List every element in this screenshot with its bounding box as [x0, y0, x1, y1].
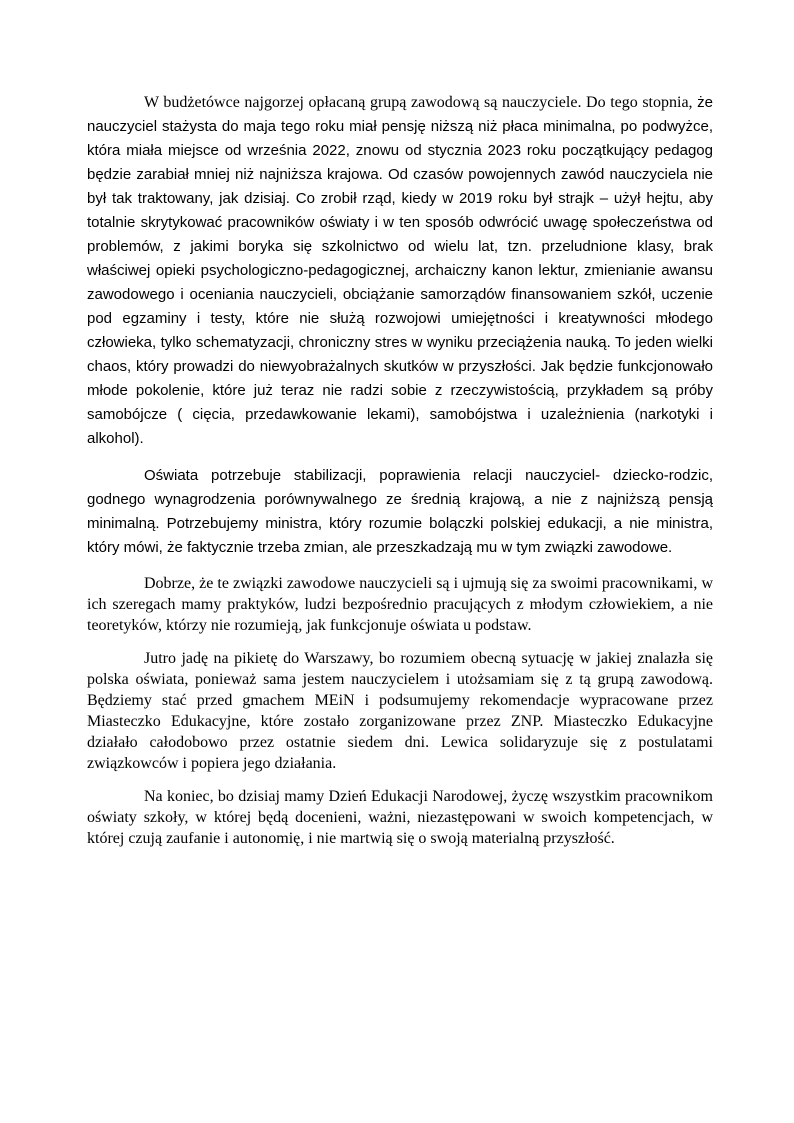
- paragraph-4: [87, 648, 713, 774]
- paragraph-5: [87, 786, 713, 849]
- paragraph-3: [87, 573, 713, 636]
- paragraph-1: [87, 91, 713, 451]
- paragraph-2: [87, 464, 713, 560]
- text-run-sans: że nauczyciel stażysta do maja tego roku miał pensję niższą niż płaca minimalna, po podwyżce, która miała miejsce od września 2022, znowu od stycznia 2023 roku początkujący pedagog będzie zarabiał mniej niż najniższa krajowa. Od czasów powojennych zawód nauczyciela nie był tak traktowany, jak dzisiaj. Co zrobił rząd, kiedy w 2019 roku był strajk – użył hejtu, aby totalnie skrytykować pracowników oświaty i w ten sposób odwrócić uwagę społeczeństwa od problemów, z jakimi boryka się szkolnictwo od wielu lat, tzn. przeludnione klasy, brak właściwej opieki psychologiczno-pedagogicznej, archaiczny kanon lektur, zmienianie awansu zawodowego i oceniania nauczycieli, obciążanie samorządów finansowaniem szkół, uczenie pod egzaminy i testy, które nie służą rozwojowi umiejętności i kreatywności młodego człowieka, tylko schematyzacji, chroniczny stres w wyniku przeciążenia nauką. To jeden wielki chaos, który prowadzi do niewyobrażalnych skutków w przyszłości. Jak będzie funkcjonowało młode pokolenie, które już teraz nie radzi sobie z rzeczywistością, przykładem są próby samobójcze ( cięcia, przedawkowanie lekami), samobójstwa i uzależnienia (narkotyki i alkohol).: [87, 94, 713, 447]
- text-run-serif: W budżetówce najgorzej opłacaną grupą zawodową są nauczyciele. Do tego stopnia,: [144, 94, 698, 111]
- text-run-sans: Oświata potrzebuje stabilizacji, poprawienia relacji nauczyciel- dziecko-rodzic, godnego wynagrodzenia porównywalnego ze średnią krajową, a nie z najniższą pensją minimalną. Potrzebujemy ministra, który rozumie bolączki polskiej edukacji, a nie ministra, który mówi, że faktycznie trzeba zmian, ale przeszkadzają mu w tym związki zawodowe.: [87, 467, 713, 556]
- text-run-serif: Jutro jadę na pikietę do Warszawy, bo rozumiem obecną sytuację w jakiej znalazła się polska oświata, ponieważ sama jestem nauczycielem i utożsamiam się z tą grupą zawodową. Będziemy stać przed gmachem MEiN i podsumujemy rekomendacje wypracowane przez Miasteczko Edukacyjne, które zostało zorganizowane przez ZNP. Miasteczko Edukacyjne działało całodobowo przez ostatnie siedem dni. Lewica solidaryzuje się z postulatami związkowców i popiera jego działania.: [87, 650, 713, 772]
- document-body: [87, 91, 713, 861]
- text-run-serif: Dobrze, że te związki zawodowe nauczycieli są i ujmują się za swoimi pracownikami, w ich szeregach mamy praktyków, ludzi bezpośrednio pracujących z młodym człowiekiem, a nie teoretyków, którzy nie rozumieją, jak funkcjonuje oświata u podstaw.: [87, 575, 713, 634]
- text-run-serif: Na koniec, bo dzisiaj mamy Dzień Edukacji Narodowej, życzę wszystkim pracownikom oświaty szkoły, w której będą docenieni, ważni, niezastępowani w swoich kompetencjach, w której czują zaufanie i autonomię, i nie martwią się o swoją materialną przyszłość.: [87, 788, 713, 847]
